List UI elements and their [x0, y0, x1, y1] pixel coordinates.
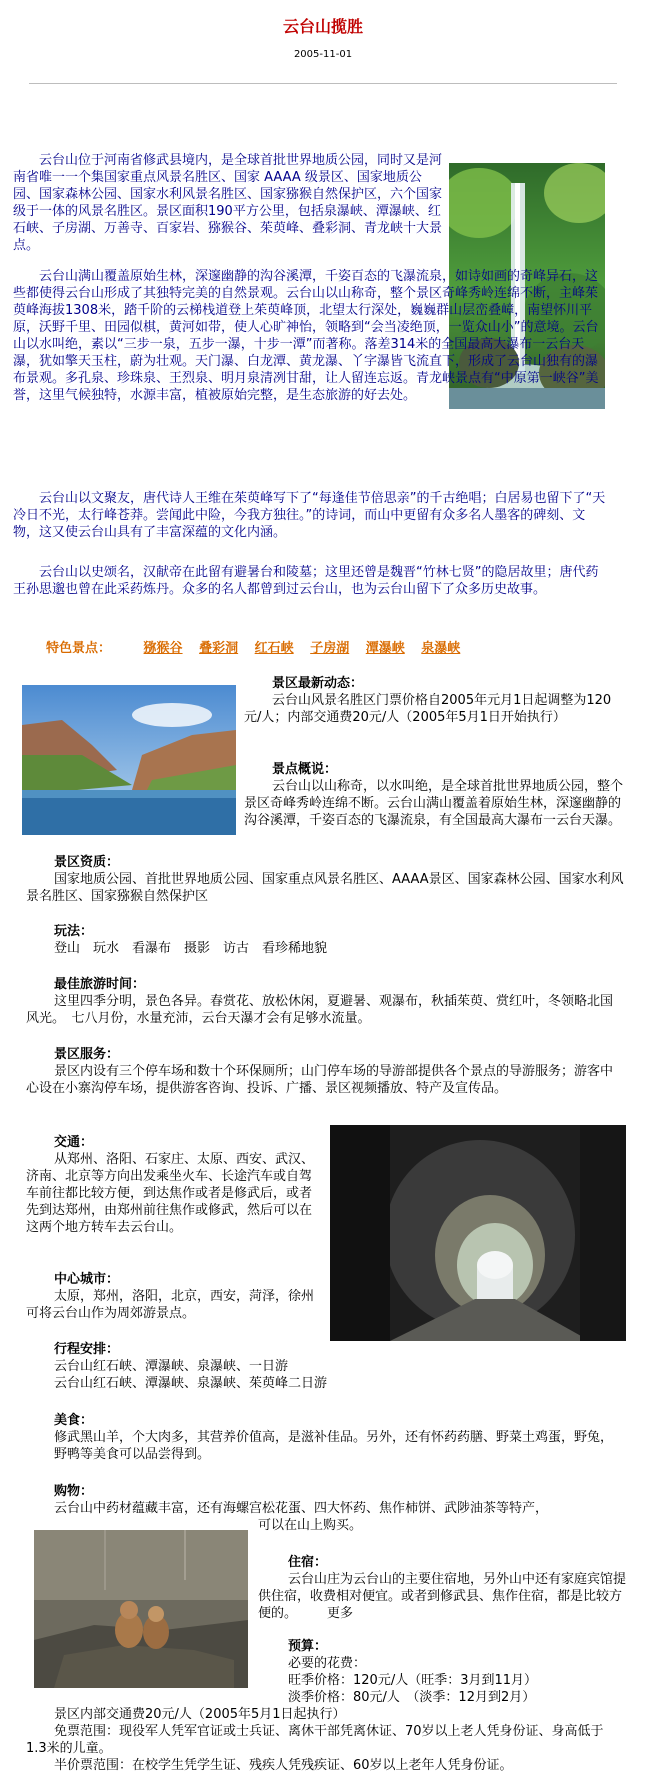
link-hongshi-gorge[interactable]: 红石峡	[254, 641, 294, 656]
best-time-section	[26, 976, 624, 1027]
news-body: 云台山风景名胜区门票价格自2005年元月1日起调整为120元/人；内部交通费20元/人（2005年5月1日开始执行）	[244, 693, 612, 725]
overview-section	[244, 761, 624, 829]
intro-paragraph-2: 云台山满山覆盖原始生林，深邃幽静的沟谷溪潭，千姿百态的飞瀑流泉，如诗如画的奇峰异石，这些都使得云台山形成了其独特完美的自然景观。云台山以山称奇，整个景区奇峰秀岭连绵不断，主峰茱萸峰海拔1308米，踏千阶的云梯栈道登上茱萸峰顶，北望太行深处，巍巍群山层峦叠嶂，南望怀川平原，沃野千里、田园似棋，黄河如带，使人心旷神怡，领略到“会当凌绝顶，一览众山小”的意境。云台山以水叫绝，素以“三步一泉，五步一瀑，十步一潭”而著称。落差314米的全国最高大瀑布一云台天瀑，犹如擎天玉柱，蔚为壮观。天门瀑、白龙潭、黄龙瀑、丫字瀑皆飞流直下，形成了云台山独有的瀑布景观。多孔泉、珍珠泉、王烈泉、明月泉清冽甘甜，让人留连忘返。青龙峡景点有“中原第一峡谷”美誉，这里气候独特，水源丰富，植被原始完整，是生态旅游的好去处。	[13, 269, 599, 403]
play-body: 登山 玩水 看瀑布 摄影 访古 看珍稀地貌	[54, 941, 328, 956]
service-section	[26, 1046, 624, 1097]
lodging-text	[258, 1571, 628, 1622]
itinerary-line-1: 云台山红石峡、潭瀑峡、泉瀑峡、一日游	[54, 1359, 289, 1374]
overview-head: 景点概说：	[272, 762, 338, 777]
intro-paragraph-3: 云台山以文聚友，唐代诗人王维在茱萸峰写下了“每逢佳节倍思亲”的千古绝唱；白居易也留下了“天冷日不光，太行峰苍莽。尝闻此中险，今我方独往。”的诗词，而山中更留有众多名人墨客的碑刻、文物，这又使云台山具有了丰富深蕴的文化内涵。	[13, 491, 606, 540]
budget-line-1: 必要的花费：	[288, 1656, 367, 1671]
budget-line-4: 景区内部交通费20元/人（2005年5月1日起执行）	[54, 1707, 346, 1722]
featured-spots	[46, 637, 460, 656]
news-section	[244, 675, 624, 726]
lodging-section	[258, 1554, 628, 1622]
lodging-head: 住宿：	[288, 1555, 328, 1570]
itinerary-line-2: 云台山红石峡、潭瀑峡、泉瀑峡、茱萸峰二日游	[54, 1376, 328, 1391]
food-head: 美食：	[54, 1413, 94, 1428]
itinerary-section	[26, 1341, 624, 1392]
hub-head: 中心城市：	[54, 1272, 120, 1287]
service-body: 景区内设有三个停车场和数十个环保厕所；山门停车场的导游部提供各个景点的导游服务；游客中心设在小寨沟停车场，提供游客咨询、投诉、广播、景区视频播放、特产及宣传品。	[26, 1064, 614, 1096]
link-quanpu-gorge[interactable]: 泉瀑峡	[421, 641, 461, 656]
shopping-body: 云台山中药材蕴藏丰富，还有海螺宫松花蛋、四大怀药、焦作柿饼、武陟油茶等特产，	[54, 1501, 549, 1516]
qualifications-section	[26, 854, 624, 905]
link-tanpu-gorge[interactable]: 潭瀑峡	[365, 641, 405, 656]
quals-body: 国家地质公园、首批世界地质公园、国家重点风景名胜区、AAAA景区、国家森林公园、国家水利风景名胜区、国家猕猴自然保护区	[26, 872, 624, 904]
intro-paragraph-1: 云台山位于河南省修武县境内，是全球首批世界地质公园，同时又是河南省唯一一个集国家重点风景名胜区、国家 AAAA 级景区、国家地质公园、国家森林公园、国家水利风景名胜区、国家猕猴自然保护区，六个国家级于一体的风景名胜区。景区面积190平方公里，包括泉瀑峡、潭瀑峡、红石峡、子房湖、万善寺、百家岩、猕猴谷、茱萸峰、叠彩洞、青龙峡十大景点。	[13, 153, 443, 253]
lodging-more-link[interactable]: 更多	[327, 1606, 354, 1621]
shopping-head: 购物：	[54, 1484, 94, 1499]
hub-section	[26, 1271, 322, 1322]
monkeys-photo	[34, 1530, 248, 1688]
page-title: 云台山揽胜	[282, 17, 363, 36]
link-diecai-cave[interactable]: 叠彩洞	[199, 641, 239, 656]
service-head: 景区服务：	[54, 1047, 120, 1062]
shopping-body-2: 可以在山上购买。	[258, 1518, 363, 1533]
best-time-body: 这里四季分明，景色各异。春赏花、放松休闲，夏避暑、观瀑布，秋插茱萸、赏红叶，冬领略北国风光。 七八月份，水量充沛，云台天瀑才会有足够水流量。	[26, 994, 614, 1026]
budget-section	[258, 1638, 628, 1706]
publish-date: 2005-11-01	[293, 49, 353, 60]
budget-line-6: 半价票范围：在校学生凭学生证、残疾人凭残疾证、60岁以上老年人凭身份证。	[54, 1758, 513, 1773]
transport-head: 交通：	[54, 1135, 94, 1150]
food-section	[26, 1412, 624, 1463]
transport-section	[26, 1134, 322, 1236]
budget-line-5: 免票范围：现役军人凭军官证或士兵证、离休干部凭离休证、70岁以上老人凭身份证、身高低于1.3米的儿童。	[26, 1724, 604, 1756]
overview-body: 云台山以山称奇，以水叫绝，是全球首批世界地质公园，整个景区奇峰秀岭连绵不断。云台山满山覆盖着原始生林，深邃幽静的沟谷溪潭，千姿百态的飞瀑流泉，有全国最高大瀑布一云台天瀑。	[244, 779, 624, 828]
intro-paragraph-4: 云台山以史颂名，汉献帝在此留有避暑台和陵墓；这里还曾是魏晋“竹林七贤”的隐居故里；唐代药王孙思邈也曾在此采药炼丹。众多的名人都曾到过云台山，也为云台山留下了众多历史故事。	[13, 565, 599, 597]
divider	[29, 83, 617, 84]
budget-line-3: 淡季价格：80元/人 （淡季：12月到2月）	[288, 1690, 536, 1705]
budget-extra	[26, 1706, 624, 1774]
quals-head: 景区资质：	[54, 855, 120, 870]
itinerary-head: 行程安排：	[54, 1342, 120, 1357]
best-time-head: 最佳旅游时间：	[54, 977, 146, 992]
transport-body: 从郑州、洛阳、石家庄、太原、西安、武汉、济南、北京等方向出发乘坐火车、长途汽车或自驾车前往都比较方便，到达焦作或者是修武后，或者先到达郑州，由郑州前往焦作或修武，然后可以在这两个地方转车去云台山。	[26, 1152, 315, 1235]
link-zifang-lake[interactable]: 子房湖	[310, 641, 350, 656]
tunnel-photo	[330, 1125, 626, 1341]
lodging-body: 云台山庄为云台山的主要住宿地，另外山中还有家庭宾馆提供住宿，收费相对便宜。或者到修武县、焦作住宿，都是比较方便的。	[258, 1572, 627, 1621]
shopping-section	[26, 1483, 624, 1534]
hub-body: 太原，郑州，洛阳，北京，西安，菏泽，徐州可将云台山作为周郊游景点。	[26, 1289, 315, 1321]
link-monkey-valley[interactable]: 猕猴谷	[143, 641, 183, 656]
news-head: 景区最新动态：	[272, 676, 364, 691]
featured-label: 特色景点：	[46, 641, 112, 656]
lake-valley-photo	[22, 685, 236, 835]
play-section	[26, 923, 624, 957]
budget-head: 预算：	[288, 1639, 328, 1654]
food-body: 修武黑山羊，个大肉多，其营养价值高，是滋补佳品。另外，还有怀药药膳、野菜土鸡蛋，野兔，野鸭等美食可以品尝得到。	[54, 1430, 614, 1462]
play-head: 玩法：	[54, 924, 94, 939]
budget-line-2: 旺季价格：120元/人（旺季：3月到11月）	[288, 1673, 538, 1688]
